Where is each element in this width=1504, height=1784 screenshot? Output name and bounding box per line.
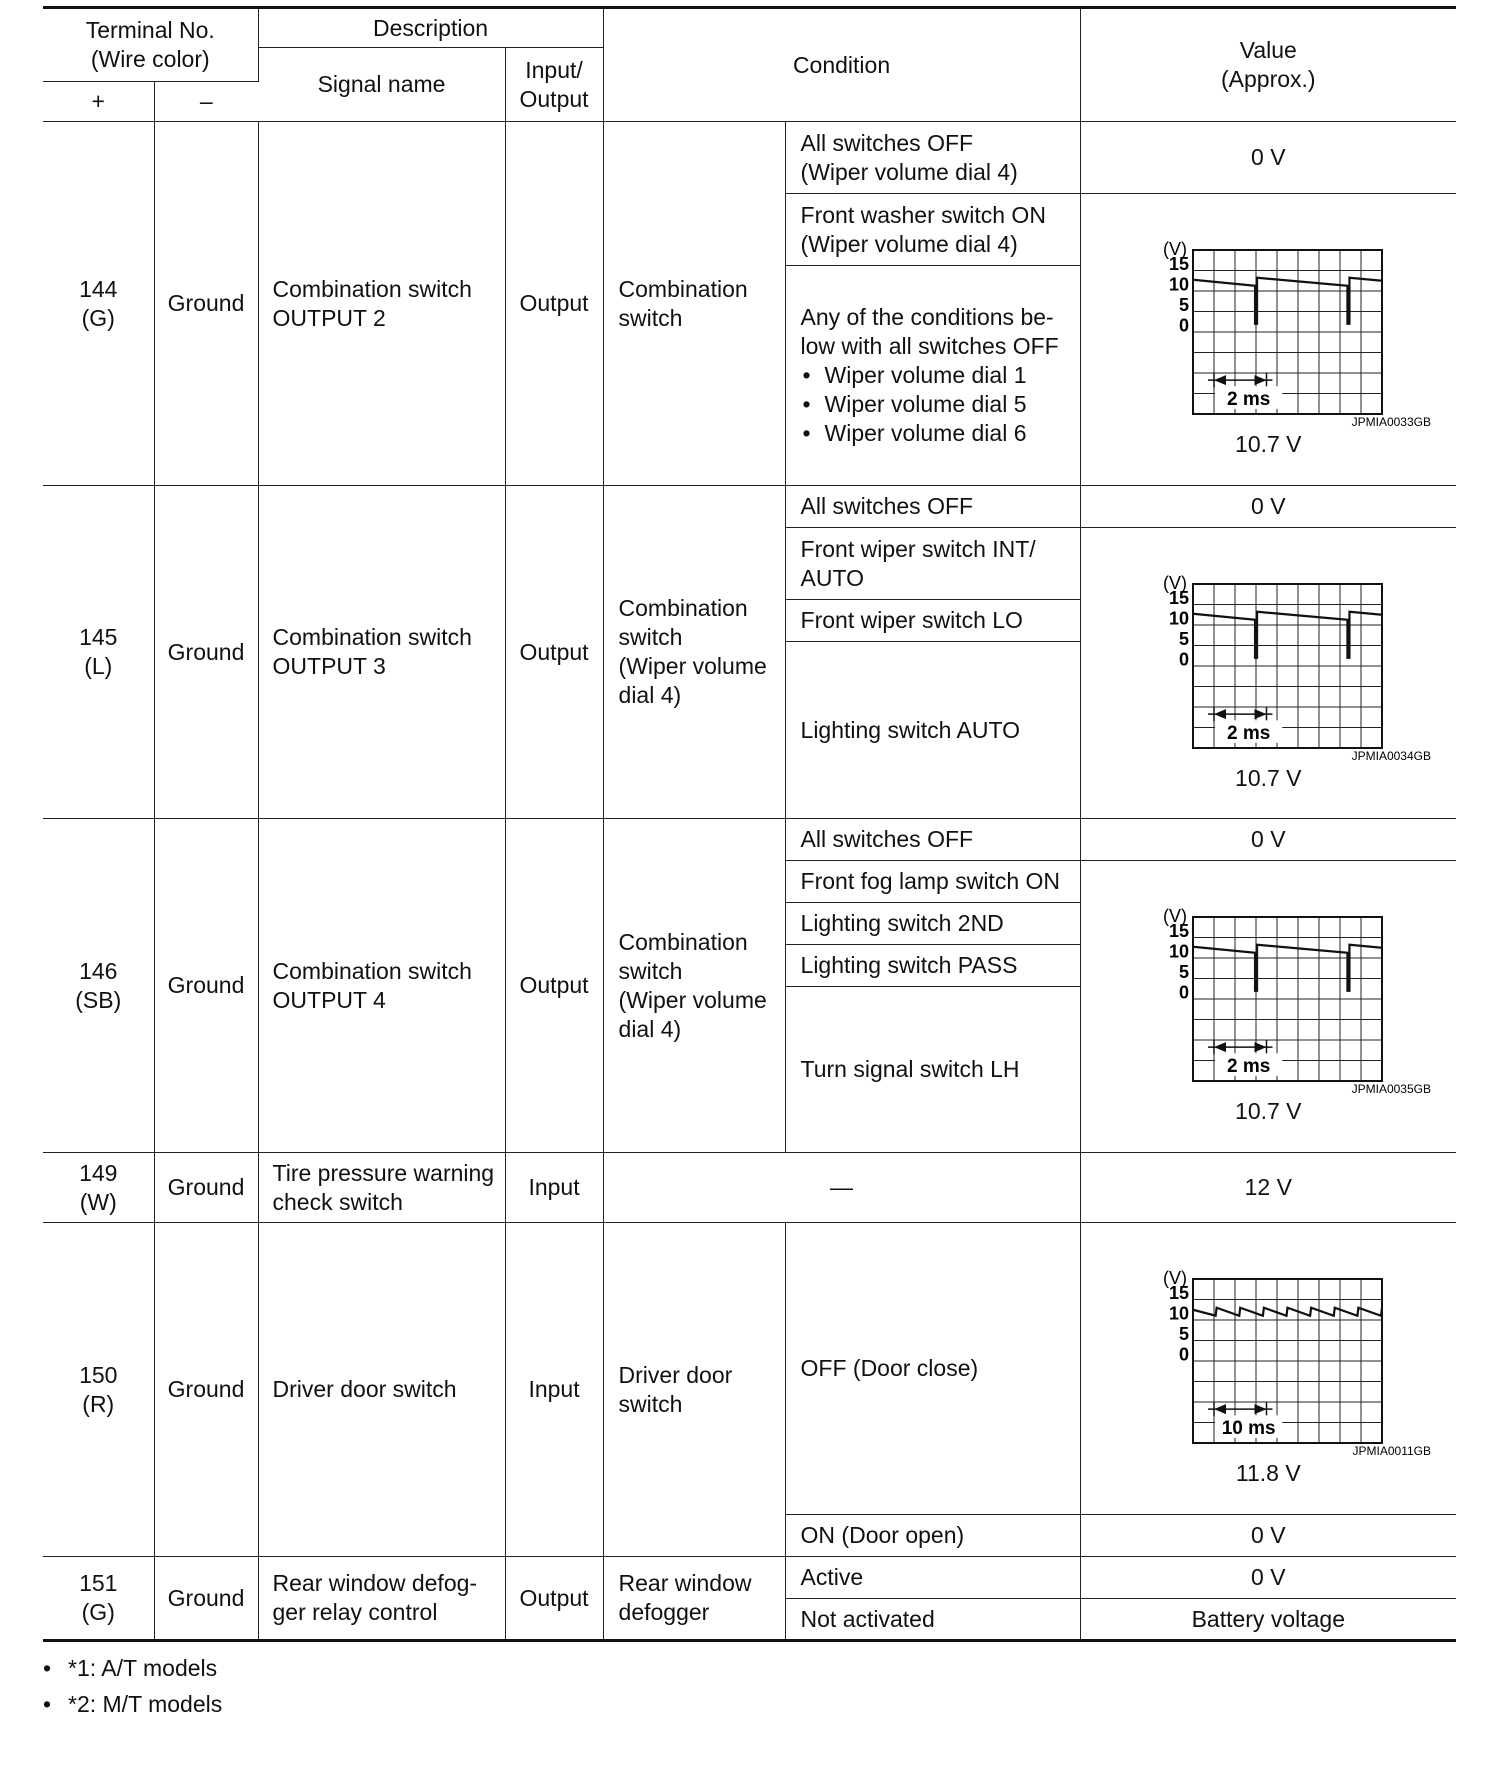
y-tick-label: 5 <box>1179 1324 1190 1344</box>
condition-bullet: • Wiper volume dial 5 <box>801 390 1074 419</box>
condition-cell: All switches OFF <box>785 486 1080 528</box>
waveform-chart <box>1087 887 1451 1097</box>
y-tick-label: 15 <box>1169 1283 1190 1303</box>
header-condition: Condition <box>603 8 1080 122</box>
condition-cell <box>785 122 1080 194</box>
header-terminal-no <box>43 8 258 82</box>
waveform-value-cell <box>1080 1223 1456 1515</box>
condition-main-cell <box>603 122 785 486</box>
condition-bullet: • Wiper volume dial 1 <box>801 361 1074 390</box>
waveform-value: 10.7 V <box>1235 431 1302 457</box>
condition-cell: Lighting switch PASS <box>785 945 1080 987</box>
condition-cell: ON (Door open) <box>785 1515 1080 1557</box>
terminal-number: 151 <box>79 1570 118 1596</box>
wire-color: (L) <box>84 653 113 679</box>
value-cell: 12 V <box>1080 1153 1456 1223</box>
y-tick-label: 10 <box>1169 941 1190 962</box>
footnotes <box>43 1650 222 1722</box>
condition-main-cell <box>603 819 785 1153</box>
minus-cell: Ground <box>154 1153 258 1223</box>
waveform-value: 11.8 V <box>1235 1460 1301 1486</box>
condition-line: (Wiper volume dial 4) <box>800 158 1018 185</box>
signal-name-line-1: Combination switch <box>272 275 472 302</box>
terminal-number: 144 <box>79 275 118 302</box>
wire-color: (G) <box>81 304 115 331</box>
value-cell: Battery voltage <box>1080 1599 1456 1641</box>
terminal-spec-table <box>43 6 1456 1642</box>
condition-bullet-list <box>801 361 1074 448</box>
io-cell: Output <box>505 486 603 819</box>
figure-code: JPMIA0035GB <box>1351 1082 1432 1096</box>
terminal-cell <box>43 1153 154 1223</box>
y-unit-label: (V) <box>1163 572 1188 593</box>
signal-name-cell <box>258 819 505 1153</box>
waveform-value-cell <box>1080 194 1456 486</box>
time-scale-label: 10 ms <box>1221 1417 1276 1439</box>
time-marker-arrow <box>1214 1404 1226 1414</box>
signal-name-line-1: Combination switch <box>272 957 472 984</box>
time-scale-label: 2 ms <box>1227 388 1271 410</box>
terminal-cell <box>43 486 154 819</box>
y-tick-label: 10 <box>1169 274 1190 295</box>
condition-main-line: switch <box>618 624 683 650</box>
condition-cell: Active <box>785 1557 1080 1599</box>
terminal-number: 149 <box>79 1159 118 1186</box>
waveform-value-cell <box>1080 861 1456 1153</box>
condition-line: Front washer switch ON <box>800 201 1046 228</box>
header-approx-label: (Approx.) <box>1220 66 1316 92</box>
header-io-line-2: Output <box>519 85 589 112</box>
condition-cell <box>785 194 1080 266</box>
value-cell: 0 V <box>1080 122 1456 194</box>
condition-cell: — <box>603 1153 1080 1223</box>
time-marker-arrow <box>1255 709 1267 719</box>
signal-name-cell: Driver door switch <box>258 1223 505 1557</box>
condition-main-line: switch <box>618 304 683 331</box>
condition-main-line: switch <box>618 1390 683 1417</box>
header-io-line-1: Input/ <box>525 56 583 83</box>
io-cell: Input <box>505 1223 603 1557</box>
condition-cell: All switches OFF <box>785 819 1080 861</box>
condition-main-line: Combination <box>618 928 748 955</box>
signal-name-line-1: Combination switch <box>272 624 472 650</box>
waveform-value-cell <box>1080 528 1456 819</box>
condition-line: Any of the conditions be- <box>800 304 1054 330</box>
condition-cell: Lighting switch 2ND <box>785 903 1080 945</box>
figure-code: JPMIA0034GB <box>1351 748 1432 763</box>
y-tick-label: 5 <box>1179 628 1190 649</box>
y-tick-label: 5 <box>1179 962 1190 982</box>
condition-main-line: Driver door <box>618 1361 733 1388</box>
table-row <box>43 1223 1456 1515</box>
signal-trace <box>1193 945 1382 991</box>
y-tick-label: 0 <box>1179 315 1190 336</box>
y-tick-label: 10 <box>1169 608 1190 628</box>
condition-main-line: dial 4) <box>618 1015 682 1042</box>
y-tick-label: 15 <box>1169 587 1190 608</box>
time-marker-arrow <box>1255 1042 1267 1052</box>
signal-name-line-2: ger relay control <box>272 1599 438 1625</box>
time-marker-arrow <box>1214 709 1226 719</box>
terminal-cell <box>43 1557 154 1641</box>
value-cell: 0 V <box>1080 1557 1456 1599</box>
waveform-svg <box>1103 220 1433 430</box>
condition-cell: Not activated <box>785 1599 1080 1641</box>
signal-name-line-2: OUTPUT 2 <box>272 304 386 331</box>
terminal-number: 150 <box>79 1361 118 1388</box>
signal-name-line-1: Tire pressure warning <box>272 1159 495 1186</box>
condition-main-line: Combination <box>618 595 748 621</box>
time-scale-label: 2 ms <box>1227 1055 1271 1077</box>
header-row <box>43 8 1456 48</box>
condition-cell: Front wiper switch LO <box>785 600 1080 642</box>
time-marker-arrow <box>1214 1042 1226 1052</box>
waveform-svg <box>1103 887 1433 1097</box>
wire-color: (W) <box>79 1188 117 1215</box>
value-cell: 0 V <box>1080 819 1456 861</box>
y-tick-label: 10 <box>1169 1303 1190 1324</box>
condition-main-line: Combination <box>618 275 748 302</box>
header-value-label: Value <box>1239 37 1297 63</box>
wire-color: (G) <box>81 1599 115 1625</box>
figure-code: JPMIA0011GB <box>1352 1444 1432 1458</box>
y-tick-label: 5 <box>1179 295 1190 315</box>
minus-cell: Ground <box>154 486 258 819</box>
minus-cell: Ground <box>154 1557 258 1641</box>
time-scale-label: 2 ms <box>1227 722 1271 744</box>
terminal-cell <box>43 819 154 1153</box>
y-tick-label: 15 <box>1169 921 1190 941</box>
header-value <box>1080 8 1456 122</box>
condition-line: Front wiper switch INT/ <box>800 535 1036 562</box>
y-tick-label: 0 <box>1179 1344 1190 1365</box>
minus-cell: Ground <box>154 122 258 486</box>
io-cell: Output <box>505 819 603 1153</box>
table-row <box>43 122 1456 194</box>
io-cell: Output <box>505 1557 603 1641</box>
header-signal-name: Signal name <box>258 48 505 122</box>
footnote: • *2: M/T models <box>43 1686 222 1722</box>
signal-name-line-2: OUTPUT 3 <box>272 653 386 679</box>
condition-line: AUTO <box>800 564 865 591</box>
figure-code: JPMIA0033GB <box>1351 415 1432 429</box>
header-wire-color-label: (Wire color) <box>90 46 210 72</box>
condition-line: All switches OFF <box>800 129 974 156</box>
waveform-value: 10.7 V <box>1235 764 1302 791</box>
condition-main-line: switch <box>618 957 683 984</box>
waveform-chart <box>1087 1249 1451 1459</box>
wire-color: (R) <box>82 1390 115 1417</box>
condition-bullet: • Wiper volume dial 6 <box>801 419 1074 448</box>
condition-line: (Wiper volume dial 4) <box>800 230 1018 257</box>
table-row <box>43 1557 1456 1599</box>
terminal-number: 145 <box>79 624 118 650</box>
time-marker-arrow <box>1214 375 1226 385</box>
condition-cell: Turn signal switch LH <box>785 987 1080 1153</box>
wire-color: (SB) <box>75 986 122 1013</box>
signal-name-line-2: OUTPUT 4 <box>272 986 386 1013</box>
header-plus: + <box>43 82 154 122</box>
footnote: • *1: A/T models <box>43 1650 222 1686</box>
condition-main-line: dial 4) <box>618 682 682 708</box>
header-description: Description <box>258 8 603 48</box>
waveform-chart <box>1087 220 1451 430</box>
y-unit-label: (V) <box>1163 906 1188 926</box>
condition-cell: Lighting switch AUTO <box>785 642 1080 819</box>
condition-main-line: Rear window <box>618 1570 752 1596</box>
condition-main-line: (Wiper volume <box>618 653 767 679</box>
waveform-value: 10.7 V <box>1235 1098 1302 1124</box>
y-unit-label: (V) <box>1163 1268 1188 1288</box>
signal-trace <box>1193 611 1382 657</box>
waveform-chart <box>1087 554 1451 764</box>
table-row <box>43 819 1456 861</box>
minus-cell: Ground <box>154 819 258 1153</box>
minus-cell: Ground <box>154 1223 258 1557</box>
condition-main-line: defogger <box>618 1599 710 1625</box>
condition-cell: Front fog lamp switch ON <box>785 861 1080 903</box>
signal-name-cell <box>258 486 505 819</box>
header-input-output <box>505 48 603 122</box>
condition-main-cell <box>603 1557 785 1641</box>
condition-cell: OFF (Door close) <box>785 1223 1080 1515</box>
signal-name-cell <box>258 1557 505 1641</box>
value-cell: 0 V <box>1080 1515 1456 1557</box>
io-cell: Input <box>505 1153 603 1223</box>
io-cell: Output <box>505 122 603 486</box>
y-tick-label: 0 <box>1179 649 1190 669</box>
condition-main-cell <box>603 486 785 819</box>
header-minus: – <box>154 82 258 122</box>
condition-main-cell <box>603 1223 785 1557</box>
y-tick-label: 0 <box>1179 982 1190 1003</box>
time-marker-arrow <box>1255 1404 1267 1414</box>
signal-name-line-1: Rear window defog- <box>272 1570 478 1596</box>
signal-trace <box>1193 1308 1382 1316</box>
y-unit-label: (V) <box>1163 239 1188 259</box>
signal-trace <box>1193 278 1382 324</box>
table-row <box>43 1153 1456 1223</box>
time-marker-arrow <box>1255 375 1267 385</box>
condition-cell <box>785 528 1080 600</box>
waveform-svg <box>1103 554 1433 764</box>
y-tick-label: 15 <box>1169 254 1190 274</box>
header-terminal-no-label: Terminal No. <box>85 17 215 43</box>
terminal-cell <box>43 122 154 486</box>
condition-cell <box>785 266 1080 486</box>
condition-line: low with all switches OFF <box>800 333 1059 359</box>
table-row <box>43 486 1456 528</box>
value-cell: 0 V <box>1080 486 1456 528</box>
terminal-cell <box>43 1223 154 1557</box>
condition-main-line: (Wiper volume <box>618 986 767 1013</box>
waveform-svg <box>1103 1249 1433 1459</box>
terminal-number: 146 <box>79 957 118 984</box>
signal-name-cell <box>258 122 505 486</box>
signal-name-cell <box>258 1153 505 1223</box>
signal-name-line-2: check switch <box>272 1188 403 1215</box>
